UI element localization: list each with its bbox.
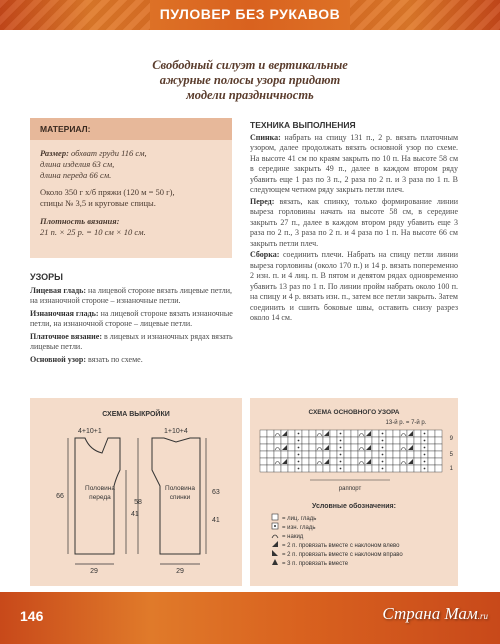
grid-cell: [428, 444, 435, 451]
purl-mark: [424, 433, 426, 435]
needles-value: спицы № 3,5 и круговые спицы.: [40, 198, 156, 208]
purl-mark: [340, 454, 342, 456]
grid-cell: [414, 430, 421, 437]
purl-mark: [382, 433, 384, 435]
technique-heading: ТЕХНИКА ВЫПОЛНЕНИЯ: [250, 120, 356, 130]
grid-cell: [358, 465, 365, 472]
grid-cell: [351, 458, 358, 465]
grid-cell: [344, 465, 351, 472]
grid-cell: [267, 444, 274, 451]
assembly-text: соединить плечи. Набрать на спицу петли линии выреза горловины (около 170 п.) и 14 р. вязать попеременно 2 изн. п. и 4 лиц. п. В пятом и девятом рядах одновременно убавить 13 раз по 1 п. По линии пройм набрать около 100 п. на спицу и 4 р. вязать изн. п., затем все петли закрыть. Затем соединить и сшить боковые швы, оставить снизу разрез около 14 см.: [250, 250, 459, 322]
grid-cell: [281, 451, 288, 458]
row-num-9: 9: [449, 436, 453, 442]
grid-cell: [358, 437, 365, 444]
site-watermark: [382, 604, 488, 624]
grid-cell: [372, 437, 379, 444]
page-number: 146: [20, 608, 44, 624]
front-label-2: переда: [89, 494, 111, 501]
legend-k3tog-symbol: [272, 559, 278, 565]
grid-cell: [288, 465, 295, 472]
density-value: 21 п. × 25 р. = 10 см × 10 см.: [40, 227, 146, 237]
grid-cell: [393, 458, 400, 465]
purl-mark: [424, 468, 426, 470]
legend-k3tog: = 3 п. провязать вместе: [282, 561, 349, 567]
purl-mark: [298, 433, 300, 435]
grid-cell: [351, 430, 358, 437]
purl-mark: [340, 468, 342, 470]
legend-k2tog-right-symbol: [272, 550, 278, 556]
dim-58: 58: [134, 499, 142, 506]
purl-mark: [424, 461, 426, 463]
row-num-1: 1: [449, 466, 453, 472]
size-label: Размер:: [40, 148, 69, 158]
grid-cell: [386, 437, 393, 444]
grid-cell: [407, 437, 414, 444]
patterns-section: [30, 272, 240, 367]
grid-cell: [309, 430, 316, 437]
grid-cell: [267, 430, 274, 437]
purl-mark: [340, 461, 342, 463]
density-label: Плотность вязания:: [40, 216, 120, 226]
legend-k2tog-left: = 2 п. провязать вместе с наклоном влево: [282, 543, 400, 549]
grid-cell: [386, 451, 393, 458]
grid-cell: [351, 465, 358, 472]
label-top-left: 4+10+1: [78, 428, 102, 435]
grid-cell: [344, 437, 351, 444]
grid-cell: [435, 458, 442, 465]
grid-cell: [344, 458, 351, 465]
grid-cell: [330, 451, 337, 458]
grid-cell: [330, 465, 337, 472]
grid-cell: [372, 444, 379, 451]
purl-mark: [382, 440, 384, 442]
grid-cell: [288, 437, 295, 444]
pattern-stockinette: [30, 286, 240, 307]
grid-cell: [386, 444, 393, 451]
legend-yo-symbol: [272, 535, 278, 538]
grid-cell: [260, 451, 267, 458]
grid-cell: [414, 444, 421, 451]
grid-cell: [414, 451, 421, 458]
grid-cell: [435, 451, 442, 458]
grid-cell: [393, 444, 400, 451]
dim-66: 66: [56, 493, 64, 500]
grid-cell: [344, 451, 351, 458]
technique-back: [250, 133, 458, 196]
grid-cell: [288, 458, 295, 465]
technique-front: [250, 197, 458, 250]
grid-cell: [407, 451, 414, 458]
purl-mark: [298, 454, 300, 456]
platted-text: в лицевых и изнаночных рядах вязать лицевые петли.: [30, 331, 233, 351]
grid-cell: [267, 437, 274, 444]
grid-cell: [358, 451, 365, 458]
grid-cell: [260, 465, 267, 472]
purl-mark: [340, 440, 342, 442]
grid-cell: [316, 451, 323, 458]
grid-cell: [260, 444, 267, 451]
page-subtitle: [60, 58, 440, 103]
grid-cell: [288, 451, 295, 458]
grid-cell: [260, 437, 267, 444]
grid-cell: [400, 451, 407, 458]
technique-assembly: [250, 250, 458, 324]
legend-knit-symbol: [272, 514, 278, 520]
reverse-label: Изнаночная гладь:: [30, 308, 99, 318]
pattern-row-labels: 13-й р. = 7-й р.: [385, 420, 427, 426]
patterns-heading: УЗОРЫ: [30, 272, 63, 282]
grid-cell: [428, 465, 435, 472]
dim-29-front: 29: [90, 568, 98, 575]
pattern-chart: [250, 398, 458, 586]
grid-cell: [302, 458, 309, 465]
grid-cell: [281, 465, 288, 472]
reverse-text: на лицевой стороне вязать изнаночные петли, на изнаночной стороне – лицевые петли.: [30, 308, 233, 328]
grid-cell: [372, 451, 379, 458]
grid-cell: [386, 458, 393, 465]
dim-63: 63: [212, 489, 220, 496]
assembly-label: Сборка:: [250, 250, 280, 259]
grid-cell: [309, 458, 316, 465]
back-label: Спинка:: [250, 132, 281, 142]
subtitle-line-2: ажурные полосы узора придают: [159, 73, 341, 87]
grid-cell: [386, 430, 393, 437]
technique-section: [250, 120, 458, 325]
dim-41-front: 41: [131, 511, 139, 518]
grid-cell: [372, 458, 379, 465]
purl-mark: [382, 454, 384, 456]
stockinette-text: на лицевой стороне вязать лицевые петли, на изнаночной стороне – изнаночные петли.: [30, 285, 232, 305]
grid-cell: [372, 465, 379, 472]
subtitle-line-3: модели праздничность: [186, 88, 314, 102]
grid-cell: [309, 451, 316, 458]
purl-mark: [298, 468, 300, 470]
grid-cell: [281, 437, 288, 444]
pattern-platted: [30, 332, 240, 353]
grid-cell: [344, 444, 351, 451]
grid-cell: [302, 465, 309, 472]
legend-yo: = накид: [282, 534, 304, 540]
grid-cell: [386, 465, 393, 472]
purl-mark: [424, 454, 426, 456]
grid-cell: [435, 444, 442, 451]
material-body: [40, 148, 228, 238]
grid-cell: [414, 458, 421, 465]
grid-cell: [428, 430, 435, 437]
front-label-1: Половина: [85, 485, 115, 492]
front-label: Перед:: [250, 196, 275, 206]
subtitle-line-1: Свободный силуэт и вертикальные: [152, 58, 348, 72]
grid-cell: [302, 444, 309, 451]
page-title: ПУЛОВЕР БЕЗ РУКАВОВ: [159, 6, 341, 22]
purl-mark: [424, 440, 426, 442]
length-value: длина изделия 63 см,: [40, 159, 115, 169]
yarn-value: Около 350 г х/б пряжи (120 м = 50 г),: [40, 187, 175, 197]
schematic-diagram: [30, 398, 242, 586]
grid-cell: [274, 437, 281, 444]
grid-cell: [351, 444, 358, 451]
grid-cell: [435, 430, 442, 437]
purl-mark: [424, 447, 426, 449]
purl-mark: [298, 440, 300, 442]
back-label-2: спинки: [169, 494, 191, 501]
purl-mark: [298, 461, 300, 463]
grid-cell: [372, 430, 379, 437]
watermark-sub: .ru: [477, 611, 488, 621]
grid-cell: [274, 465, 281, 472]
legend: [272, 514, 403, 567]
grid-cell: [316, 465, 323, 472]
grid-cell: [414, 465, 421, 472]
grid-cell: [435, 437, 442, 444]
size-value: обхват груди 116 см,: [71, 148, 147, 158]
grid-cell: [393, 437, 400, 444]
grid-cell: [393, 430, 400, 437]
grid-cell: [323, 437, 330, 444]
grid-cell: [309, 465, 316, 472]
back-label-1: Половина: [165, 485, 195, 492]
label-top-right: 1+10+4: [164, 428, 188, 435]
purl-mark: [298, 447, 300, 449]
watermark-main: Страна Мам: [382, 604, 478, 623]
legend-k2tog-left-symbol: [272, 541, 278, 547]
grid-cell: [274, 451, 281, 458]
grid-cell: [330, 444, 337, 451]
purl-mark: [382, 468, 384, 470]
grid-cell: [400, 465, 407, 472]
pattern-grid: [260, 430, 442, 472]
grid-cell: [288, 444, 295, 451]
grid-cell: [351, 451, 358, 458]
legend-purl-dot: [274, 525, 276, 527]
grid-cell: [351, 437, 358, 444]
grid-cell: [428, 458, 435, 465]
grid-cell: [309, 444, 316, 451]
grid-cell: [323, 465, 330, 472]
material-heading: МАТЕРИАЛ:: [30, 118, 232, 140]
pattern-main: [30, 355, 240, 366]
grid-cell: [414, 437, 421, 444]
grid-cell: [393, 465, 400, 472]
purl-mark: [340, 447, 342, 449]
dim-29-back: 29: [176, 568, 184, 575]
back-text: набрать на спицу 131 п., 2 р. вязать платочным узором, далее продолжать вязать основной узор по схеме. На высоте 41 см по краям закрыть по 10 п. На высоте 58 см в середине закрыть 49 п., далее в каждом втором ряду убавить еще 1 раз по 3 п., 2 раза по 2 п. и 3 раза по 1 п. В следующем четном ряду закрыть петли плеч.: [250, 132, 459, 194]
front-text: вязать, как спинку, только формирование линии выреза горловины начать на высоте 58 см, в середине закрыть 27 п., далее в каждом втором ряду убавить еще 3 раза по 2 п., 3 раза по 2 п. и 4 раза по 1 п. На высоте 66 см закрыть петли плеч.: [250, 196, 459, 248]
stockinette-label: Лицевая гладь:: [30, 285, 87, 295]
grid-cell: [407, 465, 414, 472]
grid-cell: [267, 451, 274, 458]
main-text: вязать по схеме.: [88, 354, 143, 364]
platted-label: Платочное вязание:: [30, 331, 102, 341]
grid-cell: [302, 430, 309, 437]
row-num-5: 5: [449, 452, 453, 458]
grid-cell: [393, 451, 400, 458]
legend-title: Условные обозначения:: [312, 503, 396, 510]
grid-cell: [428, 451, 435, 458]
grid-cell: [428, 437, 435, 444]
grid-cell: [302, 451, 309, 458]
grid-cell: [260, 458, 267, 465]
pattern-chart-title: СХЕМА ОСНОВНОГО УЗОРА: [308, 409, 400, 416]
grid-cell: [288, 430, 295, 437]
grid-cell: [435, 465, 442, 472]
legend-purl: = изн. гладь: [282, 525, 316, 531]
main-label: Основной узор:: [30, 354, 87, 364]
pattern-reverse: [30, 309, 240, 330]
purl-mark: [382, 447, 384, 449]
grid-cell: [260, 430, 267, 437]
grid-cell: [365, 465, 372, 472]
legend-knit: = лиц. гладь: [282, 516, 317, 522]
grid-cell: [365, 437, 372, 444]
grid-cell: [330, 458, 337, 465]
legend-k2tog-right: = 2 п. провязать вместе с наклоном вправо: [282, 552, 403, 558]
rapport-label: раппорт: [338, 486, 362, 492]
grid-cell: [330, 437, 337, 444]
grid-cell: [267, 458, 274, 465]
grid-cell: [309, 437, 316, 444]
front-length-value: длина переда 66 см.: [40, 170, 112, 180]
grid-cell: [323, 451, 330, 458]
grid-cell: [330, 430, 337, 437]
grid-cell: [316, 437, 323, 444]
grid-cell: [400, 437, 407, 444]
purl-mark: [382, 461, 384, 463]
grid-cell: [302, 437, 309, 444]
grid-cell: [365, 451, 372, 458]
schematic-title: СХЕМА ВЫКРОЙКИ: [102, 411, 170, 418]
dim-41-back: 41: [212, 517, 220, 524]
header-band: [0, 0, 500, 30]
grid-cell: [267, 465, 274, 472]
grid-cell: [344, 430, 351, 437]
purl-mark: [340, 433, 342, 435]
